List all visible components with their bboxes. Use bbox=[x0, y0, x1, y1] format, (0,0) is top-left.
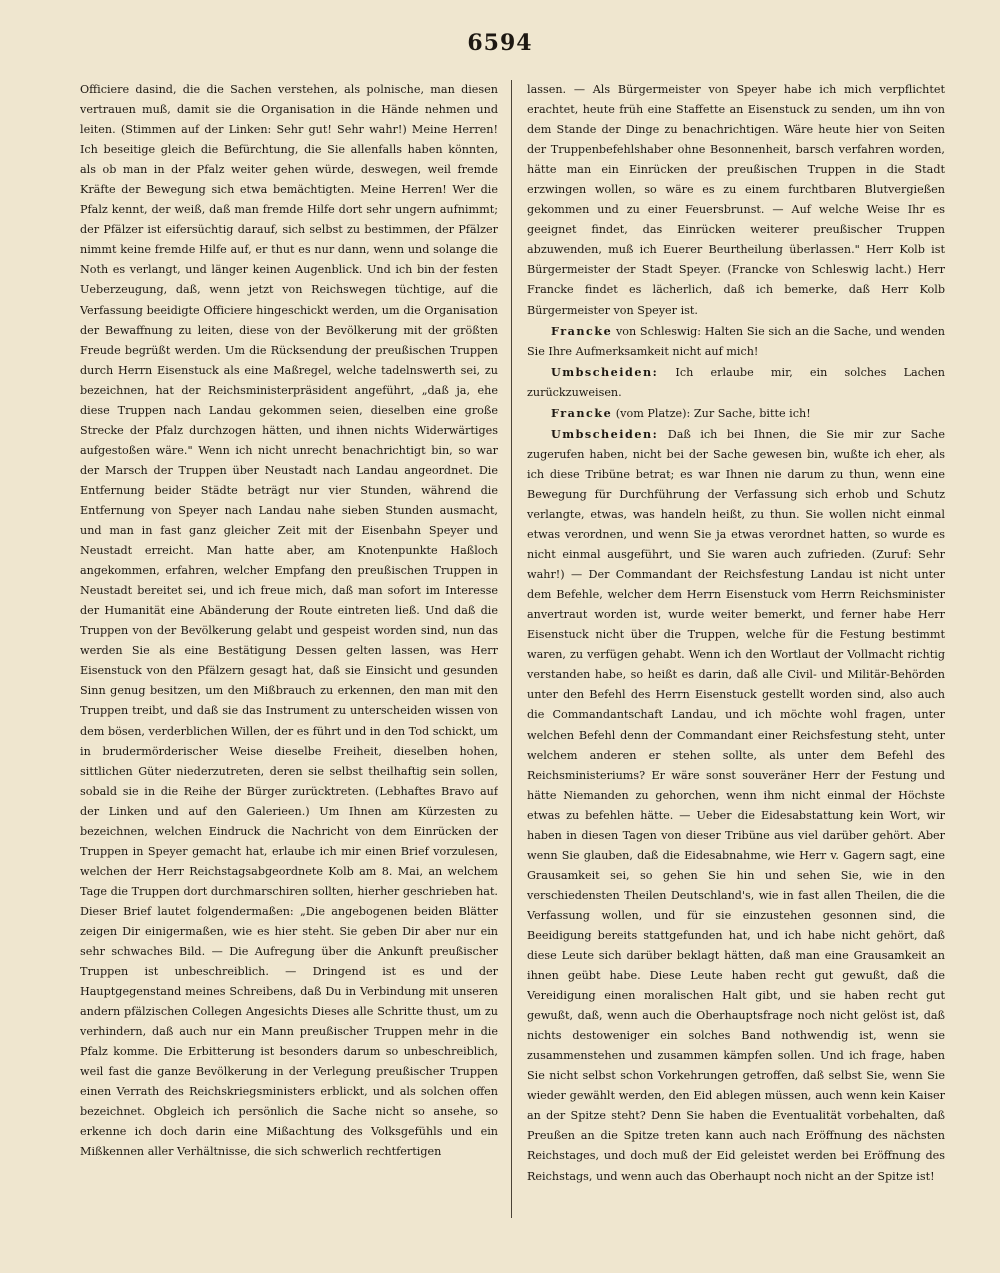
speech-text: von Schleswig: Halten Sie sich an die Sache, und wenden Sie Ihre Aufmerksamkeit nicht auf mich! bbox=[527, 324, 945, 358]
speech-text: (vom Platze): Zur Sache, bitte ich! bbox=[612, 406, 811, 420]
speaker-name: Francke bbox=[551, 405, 613, 420]
paragraph-kolb-letter-end: lassen. — Als Bürgermeister von Speyer habe ich mich verpflichtet erachtet, heute früh eine Staffette an Eisenstuck zu senden, um ihn von dem Stande der Dinge zu benachrichtigen. Wäre heute hier von Seiten der Truppenbefehlshaber ohne Besonnenheit, barsch verfahren worden, hätte man ein Einrücken der preußischen Truppen in die Stadt erzwingen wollen, so wäre es zu einem furchtbaren Blutvergießen gekommen und zu einer Feuersbrunst. — Auf welche Weise Ihr es geeignet findet, das Einrücken weiterer preußischer Truppen abzuwenden, muß ich Euerer Beurtheilung überlassen." Herr Kolb ist Bürgermeister der Stadt Speyer. (Francke von Schleswig lacht.) Herr Francke findet es lächerlich, daß ich bemerke, daß Herr Kolb Bürgermeister von Speyer ist. bbox=[527, 83, 945, 317]
paragraph-francke-2 bbox=[527, 403, 945, 424]
speaker-name: Umbscheiden: bbox=[551, 364, 659, 379]
paragraph-umbscheiden-2 bbox=[527, 424, 945, 1187]
left-column bbox=[80, 80, 498, 1220]
column-divider bbox=[511, 80, 512, 1218]
right-column bbox=[527, 80, 945, 1220]
paragraph-francke-1 bbox=[527, 321, 945, 362]
left-column-text: Officiere dasind, die die Sachen verstehen, als polnische, man diesen vertrauen muß, damit sie die Organisation in die Hände nehmen und leiten. (Stimmen auf der Linken: Sehr gut! Sehr wahr!) Meine Herren! Ich beseitige gleich die Befürchtung, die Sie allenfalls haben könnten, als ob man in der Pfalz weiter gehen würde, deswegen, weil fremde Kräfte der Bewegung sich etwa bemächtigten. Meine Herren! Wer die Pfalz kennt, der weiß, daß man fremde Hilfe dort sehr ungern aufnimmt; der Pfälzer ist eifersüchtig darauf, sich selbst zu bestimmen, der Pfälzer nimmt keine fremde Hilfe auf, er thut es nur dann, wenn und solange die Noth es verlangt, und länger keinen Augenblick. Und ich bin der festen Ueberzeugung, daß, wenn jetzt von Reichswegen tüchtige, auf die Verfassung beeidigte Officiere hingeschickt werden, um die Organisation der Bewaffnung zu leiten, diese von der Bevölkerung mit der größten Freude begrüßt werden. Um die Rücksendung der preußischen Truppen durch Herrn Eisenstuck als eine Maßregel, welche tadelnswerth sei, zu bezeichnen, hat der Reichsministerpräsident angeführt, „daß ja, ehe diese Truppen nach Landau gekommen seien, dieselben eine große Strecke der Pfalz durchzogen hätten, und ihnen nichts Widerwärtiges aufgestoßen wäre." Wenn ich nicht unrecht benachrichtigt bin, so war der Marsch der Truppen über Neustadt nach Landau angeordnet. Die Entfernung beider Städte beträgt nur vier Stunden, während die Entfernung von Speyer nach Landau nahe sieben Stunden ausmacht, und man in fast ganz gleicher Zeit mit der Eisenbahn Speyer und Neustadt erreicht. Man hatte aber, am Knotenpunkte Haßloch angekommen, erfahren, welcher Empfang den preußischen Truppen in Neustadt bereitet sei, und ich freue mich, daß man sofort im Interesse der Humanität eine Abänderung der Route eintreten ließ. Und daß die Truppen von der Bevölkerung gelabt und gespeist worden sind, nun das werden Sie als eine Bestätigung Dessen gelten lassen, was Herr Eisenstuck von den Pfälzern gesagt hat, daß sie Einsicht und gesunden Sinn genug besitzen, um den Mißbrauch zu erkennen, den man mit den Truppen treibt, und daß sie das Instrument zu unterscheiden wissen von dem bösen, verderblichen Willen, der es führt und in den Tod schickt, um in brudermörderischer Weise dieselbe Freiheit, dieselben hohen, sittlichen Güter niederzutreten, deren sie selbst theilhaftig sein sollen, sobald sie in die Reihe der Bürger zurücktreten. (Lebhaftes Bravo auf der Linken und auf den Galerieen.) Um Ihnen am Kürzesten zu bezeichnen, welchen Eindruck die Nachricht von dem Einrücken der Truppen in Speyer gemacht hat, erlaube ich mir einen Brief vorzulesen, welchen der Herr Reichstagsabgeordnete Kolb am 8. Mai, an welchem Tage die Truppen dort durchmarschiren sollten, hierher geschrieben hat. Dieser Brief lautet folgendermaßen: „Die angebogenen beiden Blätter zeigen Dir einigermaßen, wie es hier steht. Sie geben Dir aber nur ein sehr schwaches Bild. — Die Aufregung über die Ankunft preußischer Truppen ist unbeschreiblich. — Dringend ist es und der Hauptgegenstand meines Schreibens, daß Du in Verbindung mit unseren andern pfälzischen Collegen Angesichts Dieses alle Schritte thust, um zu verhindern, daß auch nur ein Mann preußischer Truppen mehr in die Pfalz komme. Die Erbitterung ist besonders darum so unbeschreiblich, weil fast die ganze Bevölkerung in der Verlegung preußischer Truppen einen Verrath des Reichskriegsministers erblickt, und als solchen offen bezeichnet. Obgleich ich persönlich die Sache nicht so ansehe, so erkenne ich doch darin eine Mißachtung des Volksgefühls und ein Mißkennen aller Verhältnisse, die sich schwerlich rechtfertigen bbox=[80, 83, 498, 1159]
speaker-name: Umbscheiden: bbox=[551, 426, 659, 441]
paragraph-umbscheiden-1 bbox=[527, 362, 945, 403]
page-number: 6594 bbox=[467, 30, 533, 56]
speech-text: Daß ich bei Ihnen, die Sie mir zur Sache zugerufen haben, nicht bei der Sache gewesen bin, wußte ich eher, als ich diese Tribüne betrat; es war Ihnen nie darum zu thun, wenn eine Bewegung für Durchführung der Verfassung sich erhob und Schutz verlangte, etwas, was handeln heißt, zu thun. Sie wollen nicht einmal etwas verordnen, und wenn Sie ja etwas verordnet hatten, so wurde es nicht einmal ausgeführt, und Sie waren auch zufrieden. (Zuruf: Sehr wahr!) — Der Commandant der Reichsfestung Landau ist nicht unter dem Befehle, welcher dem Herrn Eisenstuck vom Herrn Reichsminister anvertraut worden ist, wurde weiter bemerkt, und ferner habe Herr Eisenstuck nicht über die Truppen, welche für die Festung bestimmt waren, zu verfügen gehabt. Wenn ich den Wortlaut der Vollmacht richtig verstanden habe, so heißt es darin, daß alle Civil- und Militär-Behörden unter den Befehl des Herrn Eisenstuck gestellt worden sind, also auch die Commandantschaft Landau, und ich möchte wohl fragen, unter welchen Befehl denn der Commandant einer Reichsfestung steht, unter welchem anderen er stehen sollte, als unter dem Befehl des Reichsministeriums? Er wäre sonst souveräner Herr der Festung und hätte Niemanden zu gehorchen, wenn ihm nicht einmal der Höchste etwas zu befehlen hätte. — Ueber die Eidesabstattung kein Wort, wir haben in diesen Tagen von dieser Tribüne aus viel darüber gehört. Aber wenn Sie glauben, daß die Eidesabnahme, wie Herr v. Gagern sagt, eine Grausamkeit sei, so gehen Sie hin und sehen Sie, wie in den verschiedensten Theilen Deutschland's, wie in fast allen Theilen, die die Verfassung wollen, und für sie einzustehen gesonnen sind, die Beeidigung bereits stattgefunden hat, und ich habe nicht gehört, daß diese Leute sich darüber beklagt hätten, daß man eine Grausamkeit an ihnen geübt habe. Diese Leute haben recht gut gewußt, daß die Vereidigung einen moralischen Halt gibt, und sie haben recht gut gewußt, daß, wenn auch die Oberhauptsfrage noch nicht gelöst ist, daß nichts destoweniger ein solches Band nothwendig ist, wenn sie zusammenstehen und zusammen kämpfen sollen. Und ich frage, haben Sie nicht selbst schon Vorkehrungen getroffen, daß selbst Sie, wenn Sie wieder gewählt werden, den Eid ablegen müssen, auch wenn kein Kaiser an der Spitze steht? Denn Sie haben die Eventualität vorbehalten, daß Preußen an die Spitze treten kann auch nach Eröffnung des nächsten Reichstages, und doch muß der Eid geleistet werden bei Eröffnung des Reichstags, und wenn auch das Oberhaupt noch nicht an der Spitze ist! bbox=[527, 427, 945, 1183]
speech-text: Ich erlaube mir, ein solches Lachen zurückzuweisen. bbox=[527, 365, 945, 399]
speaker-name: Francke bbox=[551, 323, 613, 338]
